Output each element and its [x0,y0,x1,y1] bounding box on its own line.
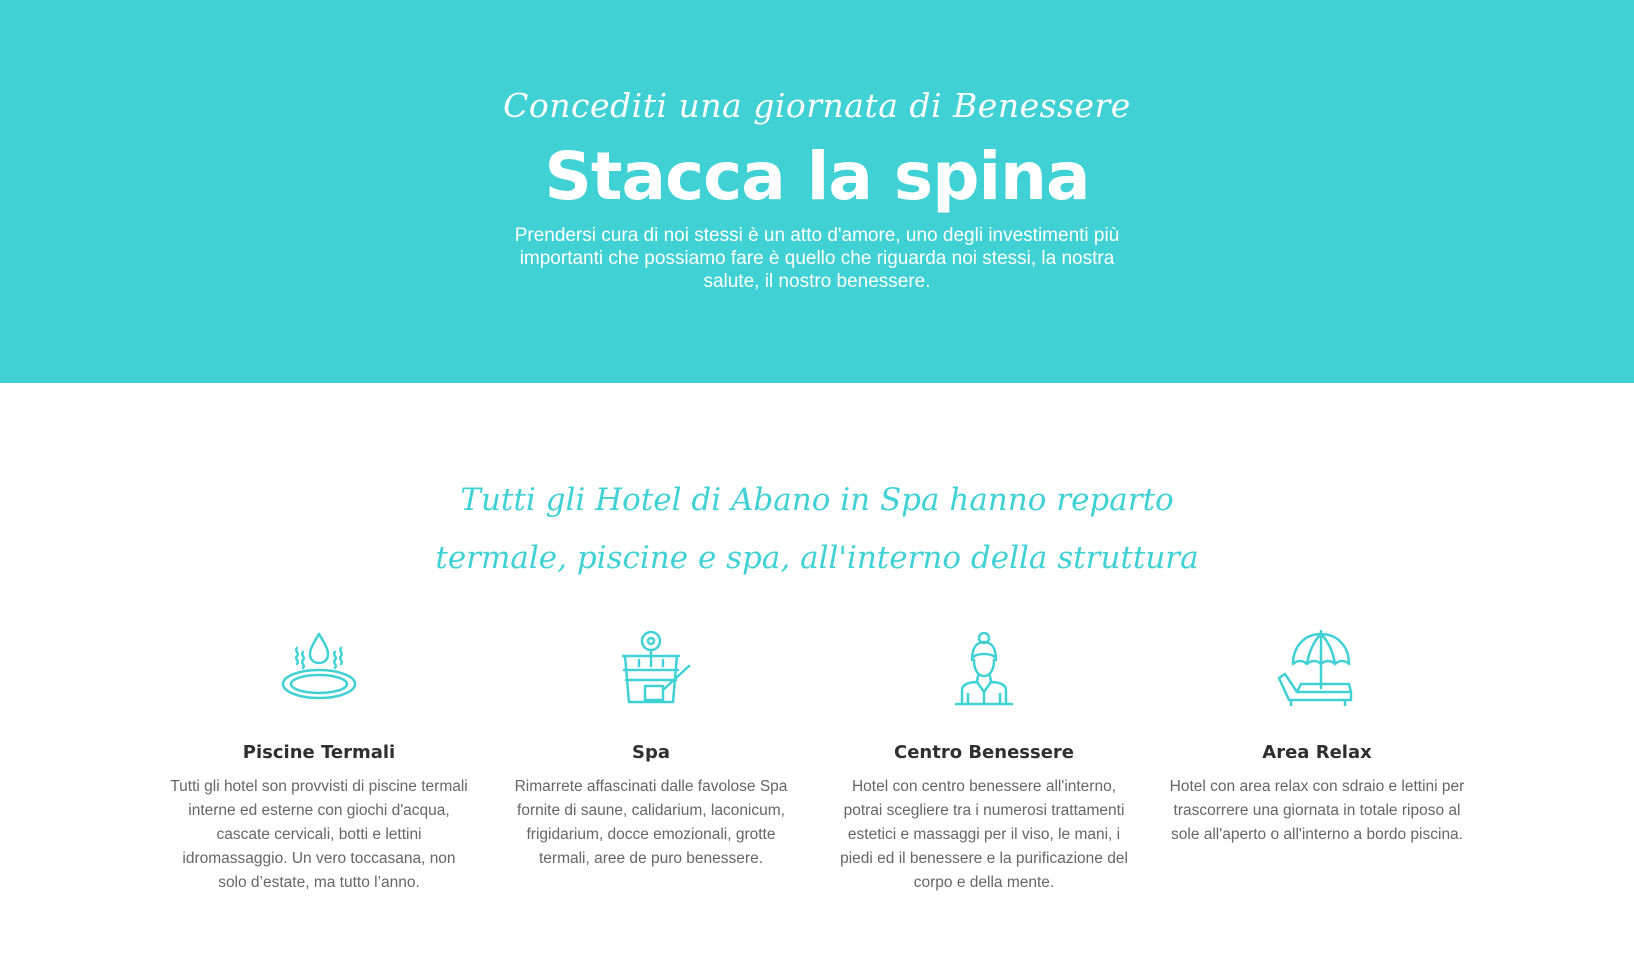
feature-wellness-center [834,630,1134,895]
feature-thermal-pools [169,630,469,895]
feature-description: Hotel con area relax con sdraio e lettini per trascorrere una giornata in totale riposo al sole all'aperto o all'interno a bordo piscina. [1169,778,1465,843]
thermal-pool-icon [277,630,361,706]
hero-banner [0,0,1634,383]
feature-title: Area Relax [1262,742,1372,763]
feature-description: Tutti gli hotel son provvisti di piscine termali interne ed esterne con giochi d'acqua, cascate cervicali, botti e lettini idromassaggio. Un vero toccasana, non solo d’estate, ma tutto l’anno. [170,778,468,891]
lead-heading: Tutti gli Hotel di Abano in Spa hanno reparto termale, piscine e spa, all'interno della struttura [435,482,1199,576]
feature-spa [501,630,801,871]
feature-description: Rimarrete affascinati dalle favolose Spa fornite di saune, calidarium, laconicum, frigidarium, docce emozionali, grotte termali, aree de puro benessere. [514,778,788,867]
feature-title: Spa [632,742,670,763]
hero-kicker: Concediti una giornata di Benessere [503,86,1131,125]
hero-title: Stacca la spina [544,138,1090,215]
hero-description: Prendersi cura di noi stessi è un atto d'amore, uno degli investimenti più importanti che possiamo fare è quello che riguarda noi stessi, la nostra salute, il nostro benessere. [514,225,1120,292]
sauna-bucket-icon [609,630,693,706]
feature-relax-area [1167,630,1467,847]
feature-description: Hotel con centro benessere all'interno, potrai scegliere tra i numerosi trattamenti estetici e massaggi per il viso, le mani, i piedi ed il benessere e la purificazione del corpo e della mente. [840,778,1128,891]
feature-title: Piscine Termali [242,742,396,763]
umbrella-lounger-icon [1275,630,1359,706]
wellness-person-icon [942,630,1026,706]
feature-title: Centro Benessere [893,742,1075,763]
lead-section [0,471,1634,587]
